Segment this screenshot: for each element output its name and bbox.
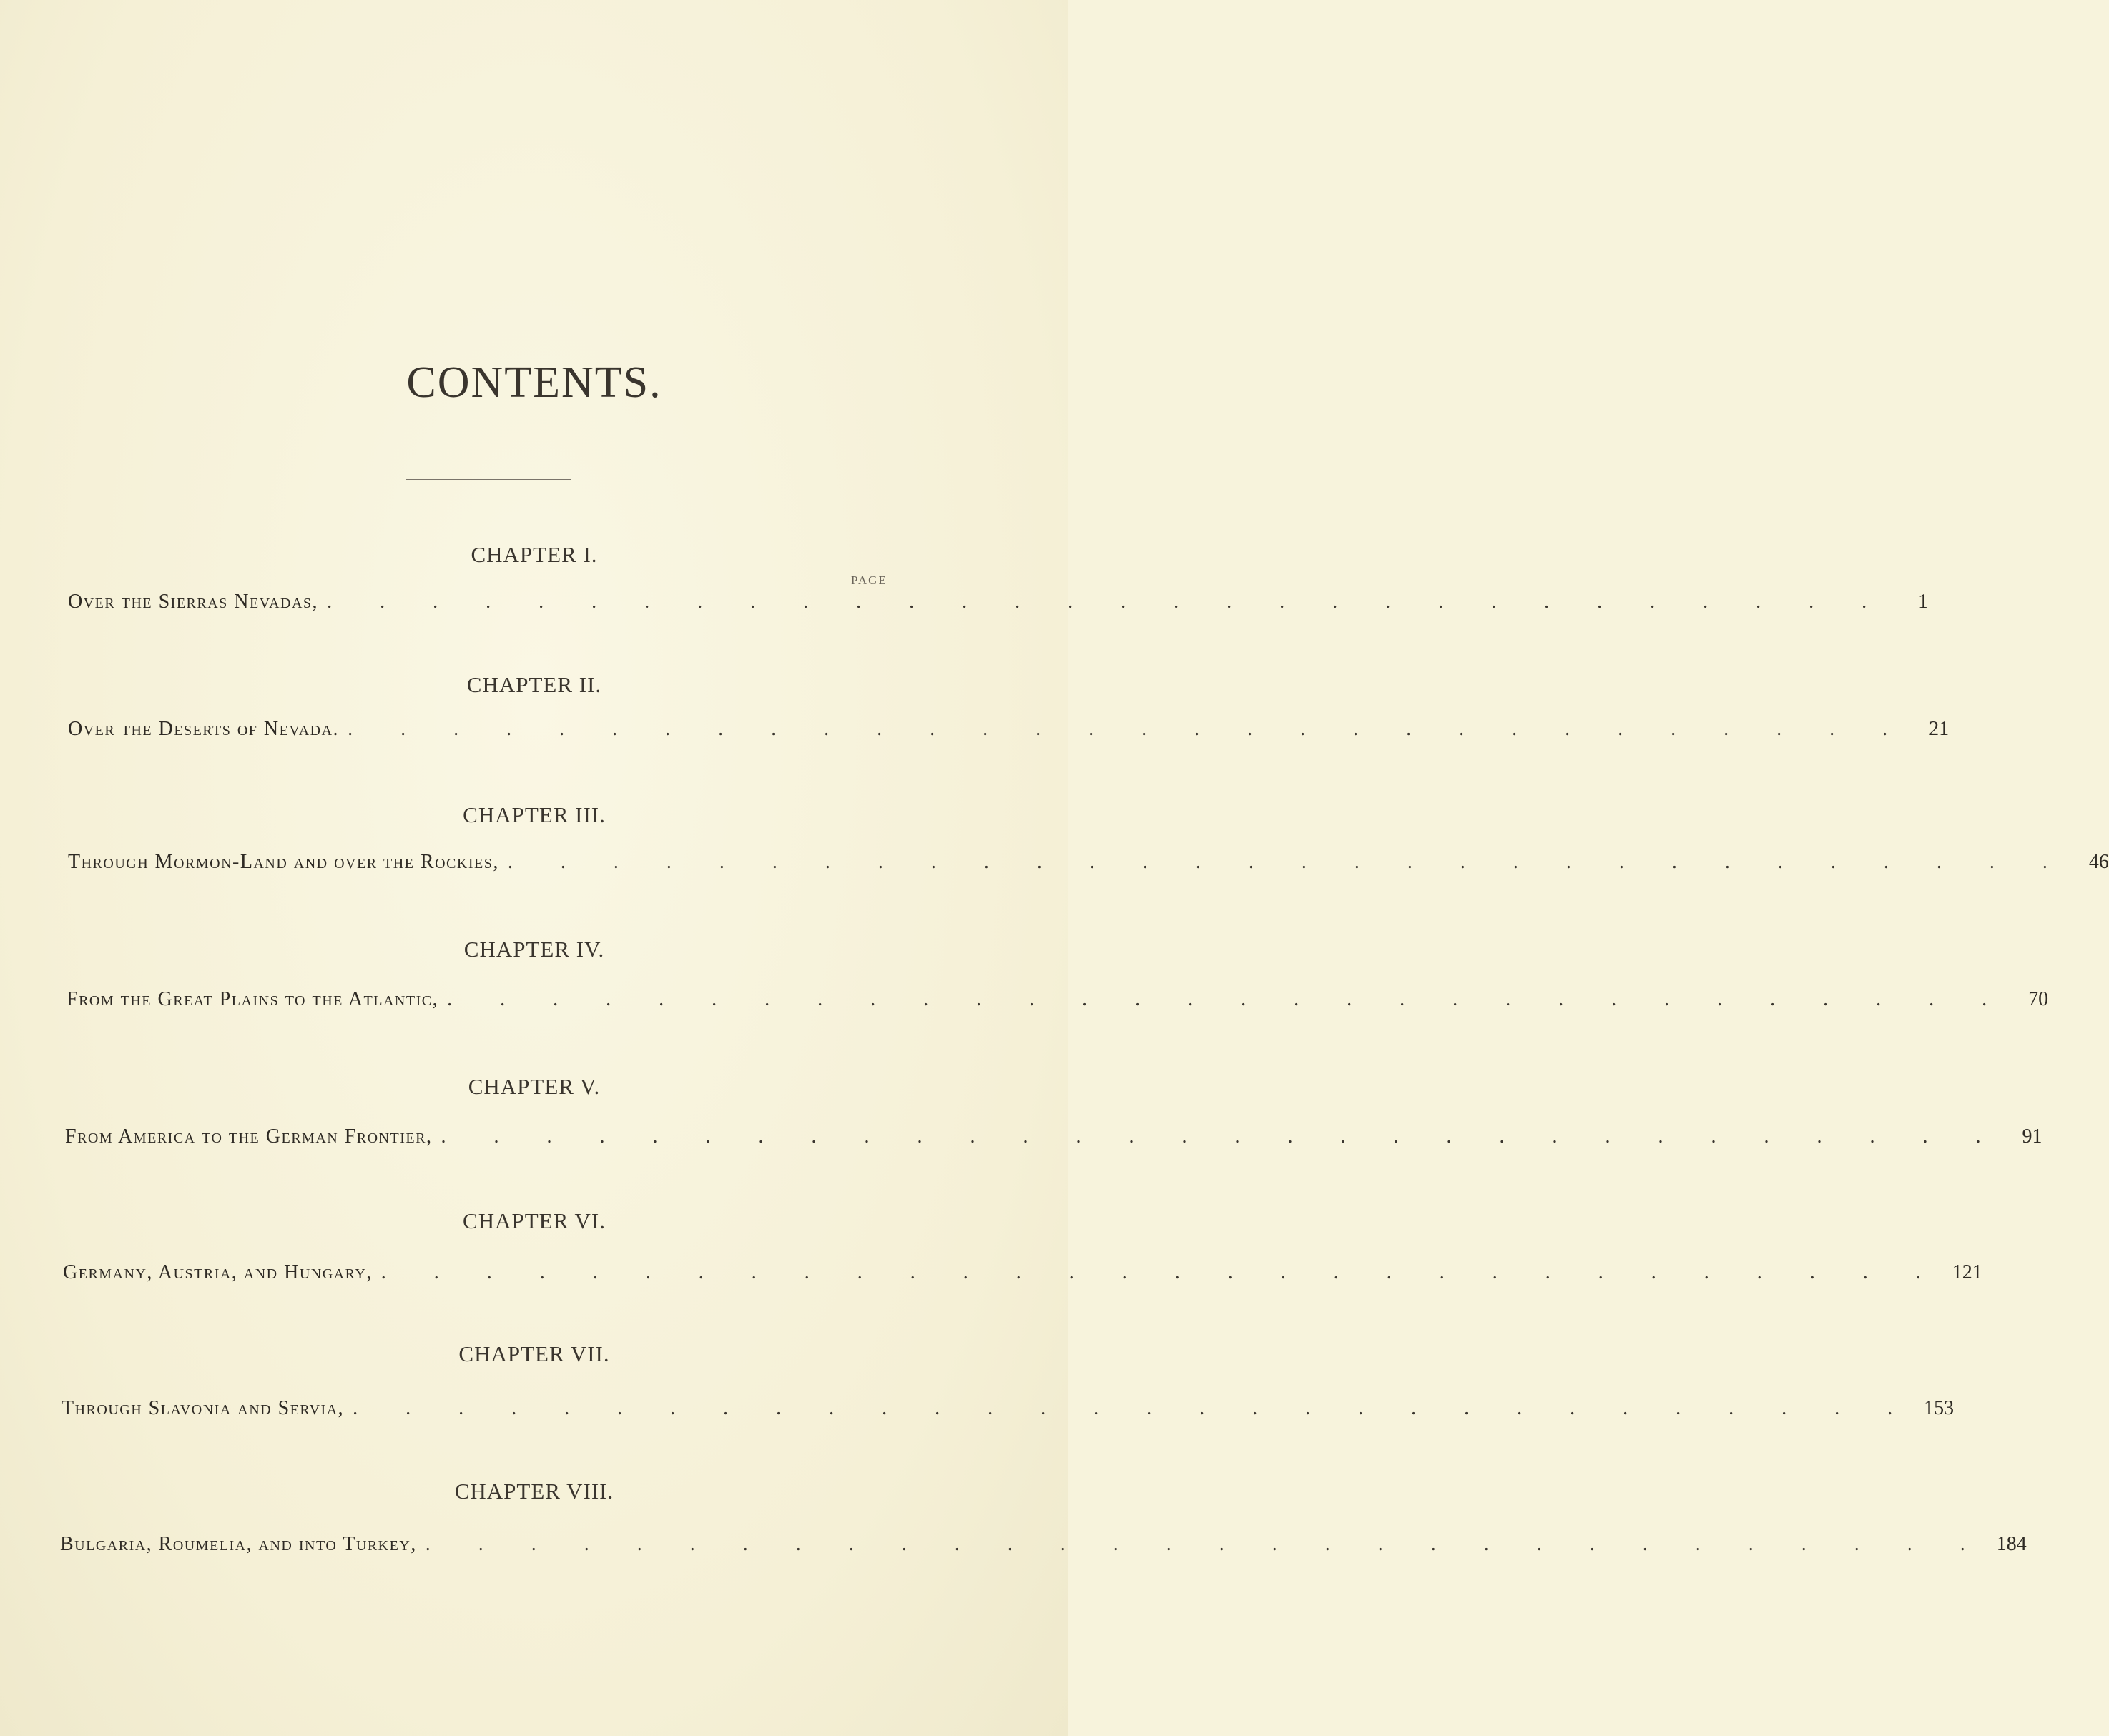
chapter-heading: CHAPTER VI.: [463, 1208, 606, 1233]
entry-page-number: 70: [2028, 988, 2049, 1010]
entry-page-number: 46: [2088, 851, 2109, 873]
toc-entry[interactable]: [68, 718, 1950, 741]
entry-page-number: 121: [1952, 1261, 1982, 1283]
entry-page-number: 91: [2022, 1125, 2042, 1148]
entry-title: Germany, Austria, and Hungary,: [63, 1261, 373, 1283]
chapter-heading: CHAPTER IV.: [463, 937, 605, 962]
entry-title: Over the Deserts of Nevada.: [68, 718, 340, 740]
dot-leaders: . . . . . . . . . . . . . . . . . . . . . . . . . . . . . .: [353, 1397, 1914, 1419]
chapter-heading: CHAPTER V.: [468, 1074, 601, 1099]
dot-leaders: . . . . . . . . . . . . . . . . . . . . . . . . . . . . . .: [507, 851, 2069, 873]
entry-title: From the Great Plains to the Atlantic,: [67, 988, 439, 1010]
entry-title: Through Slavonia and Servia,: [62, 1397, 345, 1419]
chapter-heading: CHAPTER II.: [466, 672, 602, 697]
toc-entry[interactable]: [63, 1261, 1982, 1284]
entry-page-number: 184: [1996, 1533, 2027, 1555]
dot-leaders: . . . . . . . . . . . . . . . . . . . . . . . . . . . . . .: [425, 1533, 1987, 1555]
entry-title: Over the Sierras Nevadas,: [68, 591, 319, 613]
chapter-heading: CHAPTER I.: [471, 542, 598, 567]
entry-page-number: 153: [1924, 1397, 1955, 1419]
contents-title: CONTENTS.: [406, 358, 662, 407]
dot-leaders: . . . . . . . . . . . . . . . . . . . . . . . . . . . . . .: [348, 718, 1909, 740]
entry-page-number: 1: [1918, 591, 1929, 613]
entry-title: From America to the German Frontier,: [65, 1125, 433, 1148]
dot-leaders: . . . . . . . . . . . . . . . . . . . . . . . . . . . . . .: [380, 1261, 1942, 1283]
entry-title: Through Mormon-Land and over the Rockies,: [68, 851, 499, 873]
chapter-heading: CHAPTER III.: [463, 802, 606, 827]
dot-leaders: . . . . . . . . . . . . . . . . . . . . . . . . . . . . . .: [441, 1125, 2002, 1148]
toc-entry[interactable]: [68, 851, 2109, 874]
dot-leaders: . . . . . . . . . . . . . . . . . . . . . . . . . . . . . .: [327, 591, 1889, 613]
entry-title: Bulgaria, Roumelia, and into Turkey,: [60, 1533, 417, 1555]
toc-entry[interactable]: [67, 988, 2049, 1011]
toc-entry[interactable]: [68, 591, 1929, 613]
chapter-heading: CHAPTER VII.: [458, 1341, 610, 1366]
dot-leaders: . . . . . . . . . . . . . . . . . . . . . . . . . . . . . .: [447, 988, 2009, 1010]
toc-entry[interactable]: [60, 1533, 2027, 1556]
page-column-label: PAGE: [851, 573, 888, 587]
chapter-heading: CHAPTER VIII.: [454, 1479, 614, 1504]
toc-entry[interactable]: [62, 1397, 1955, 1420]
toc-entry[interactable]: [65, 1125, 2042, 1148]
entry-page-number: 21: [1929, 718, 1950, 740]
title-rule: [406, 479, 571, 480]
